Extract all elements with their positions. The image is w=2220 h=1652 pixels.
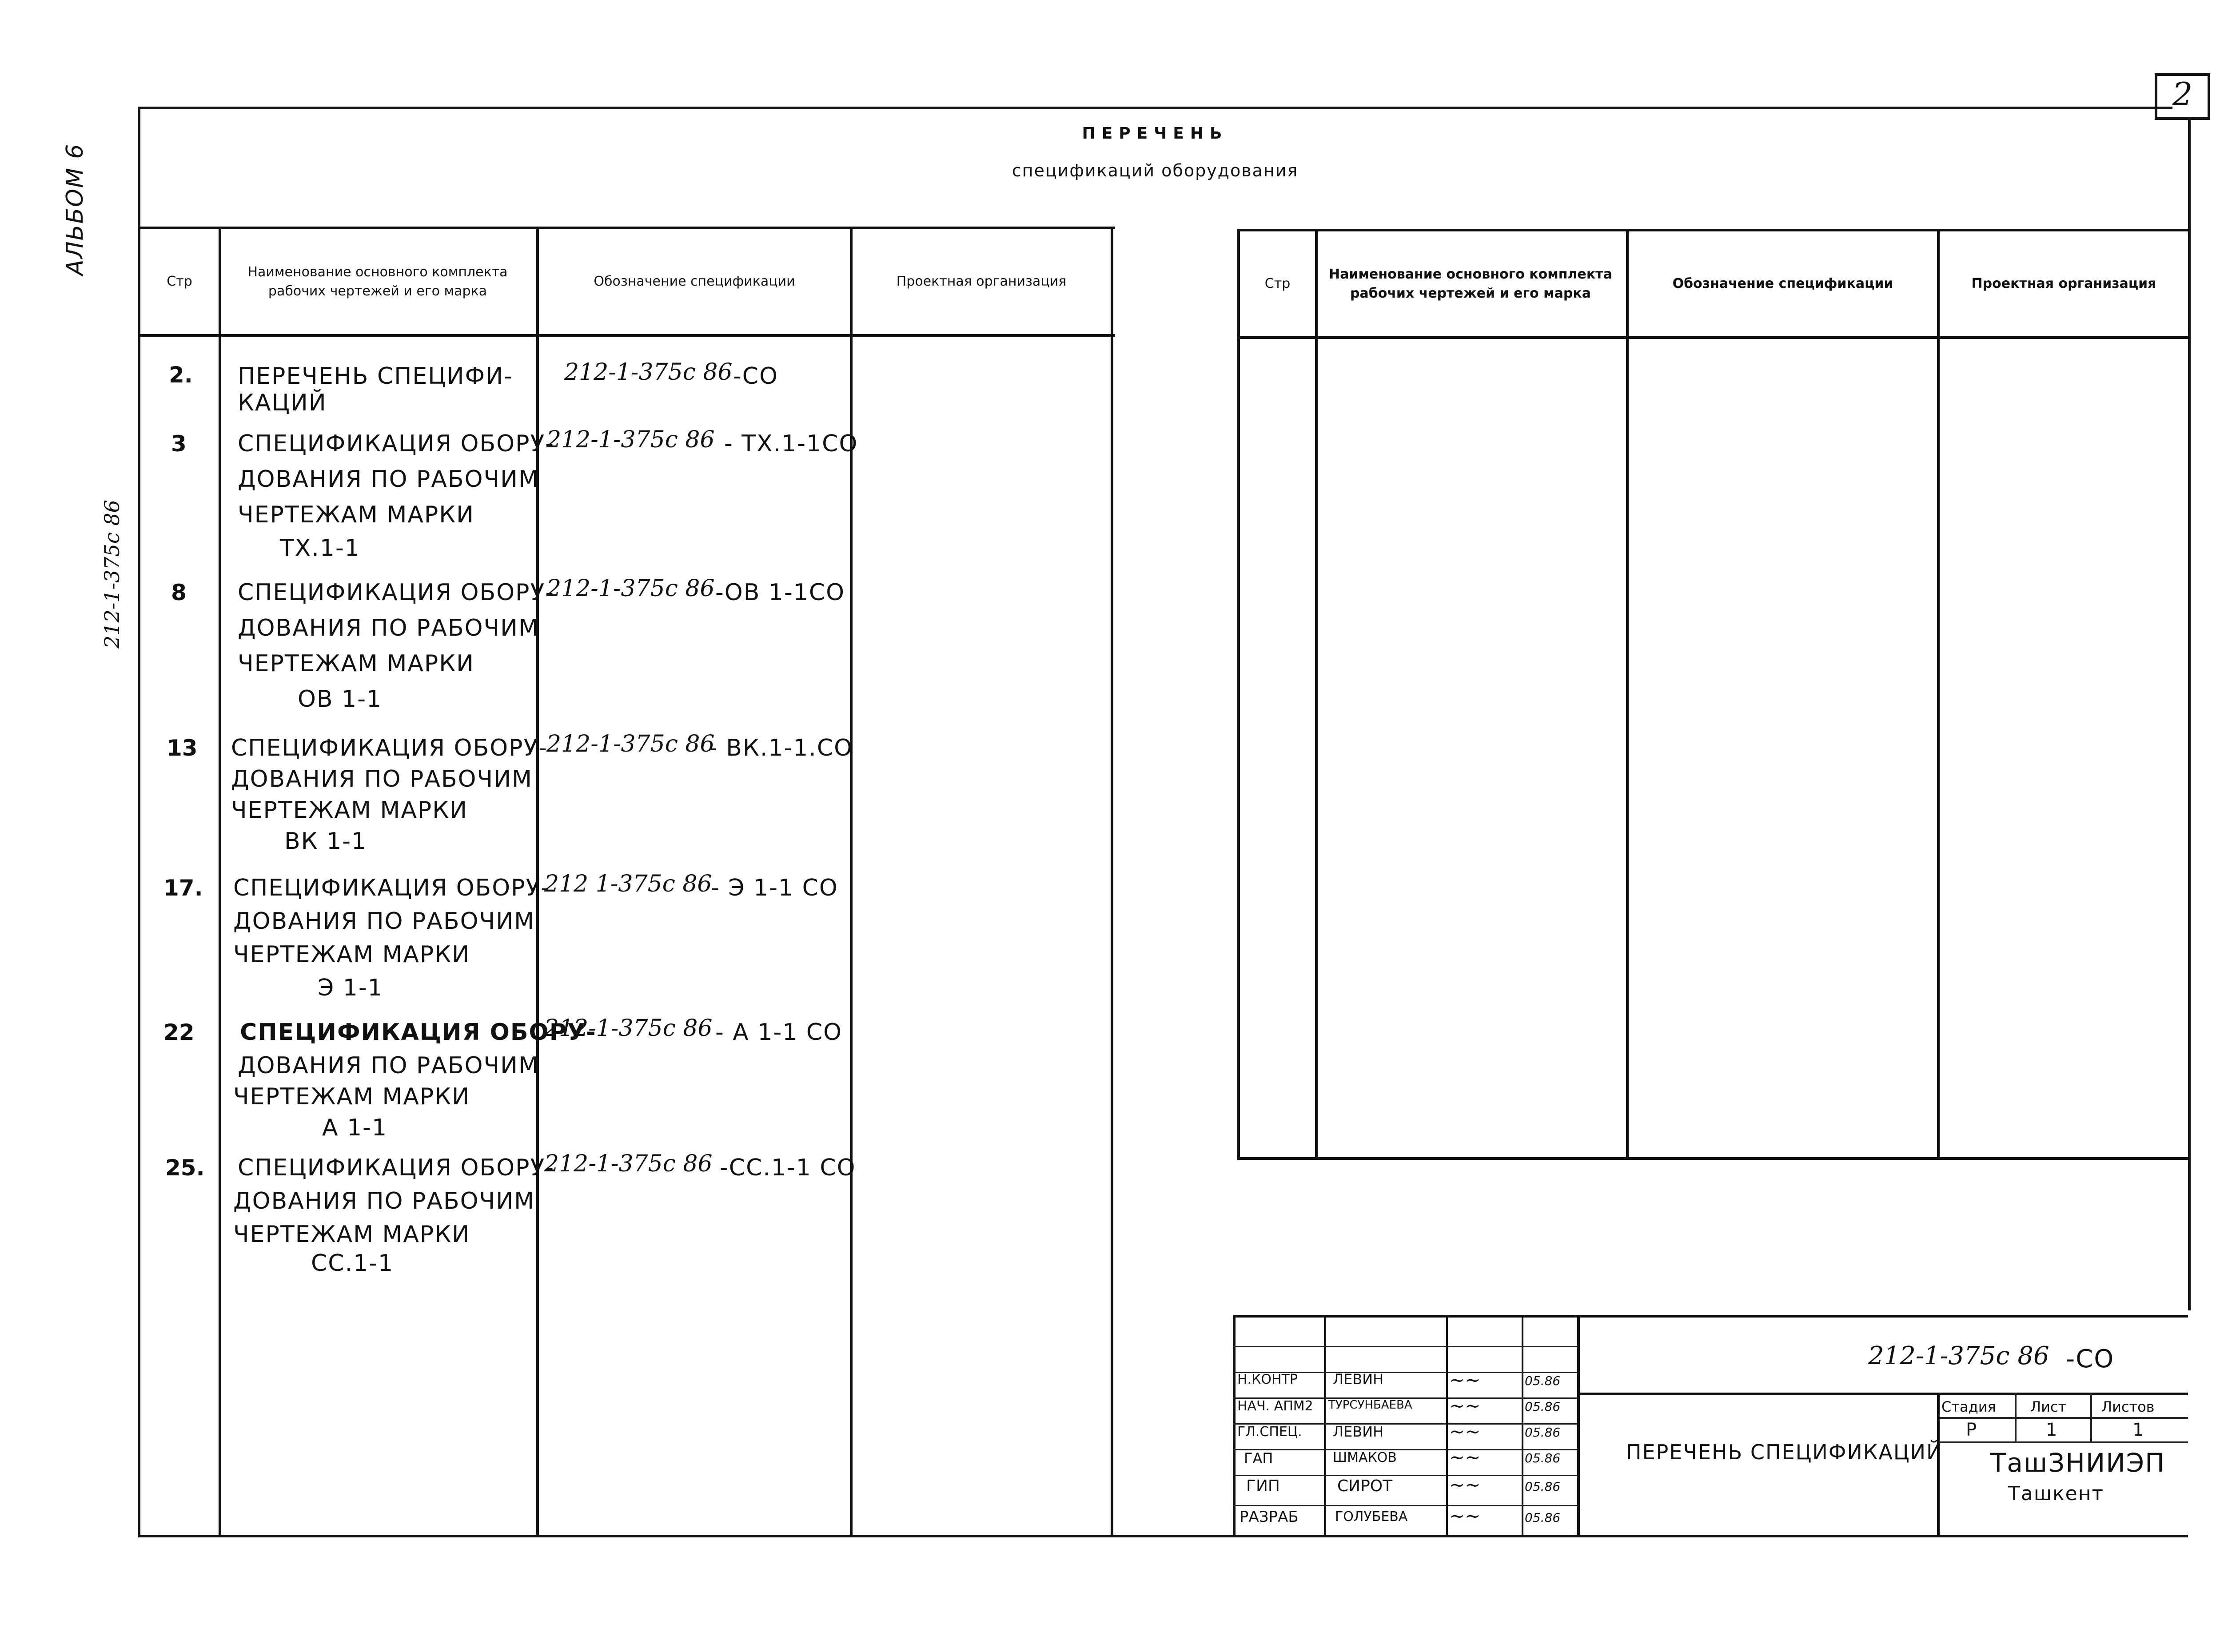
row-name-line: ДОВАНИЯ ПО РАБОЧИМ xyxy=(231,766,533,792)
tb-role: РАЗРАБ xyxy=(1240,1508,1299,1526)
tb-role: НАЧ. АПМ2 xyxy=(1237,1398,1313,1414)
row-code: 212-1-375с 86 xyxy=(546,426,715,453)
left-col-divider-4 xyxy=(1111,227,1113,1535)
row-code: 212 1-375с 86 xyxy=(544,871,712,897)
border-right xyxy=(2188,120,2191,1310)
row-name-line: СПЕЦИФИКАЦИЯ ОБОРУ- xyxy=(238,579,554,606)
tb-col-3 xyxy=(1522,1315,1523,1535)
tb-city: Ташкент xyxy=(2008,1482,2104,1505)
tb-row-line xyxy=(1233,1505,1577,1506)
row-name-line: СПЕЦИФИКАЦИЯ ОБОРУ- xyxy=(238,1154,554,1181)
signature-icon: ~~ xyxy=(1449,1474,1481,1496)
border-bottom xyxy=(138,1535,2188,1537)
row-page: 3 xyxy=(171,431,187,457)
row-name-line: ЧЕРТЕЖАМ МАРКИ xyxy=(233,1221,470,1248)
left-header-org: Проектная организация xyxy=(896,274,1067,290)
tb-name: СИРОТ xyxy=(1337,1477,1393,1495)
tb-col-6 xyxy=(2015,1393,2017,1441)
row-suffix: - ВК.1-1.СО xyxy=(709,735,853,761)
tb-name: ЛЕВИН xyxy=(1333,1371,1384,1388)
signature-icon: ~~ xyxy=(1449,1369,1481,1391)
signature-icon: ~~ xyxy=(1449,1446,1481,1468)
left-col-divider-3 xyxy=(850,227,853,1535)
row-suffix: -ОВ 1-1СО xyxy=(715,579,845,606)
row-name-line: ЧЕРТЕЖАМ МАРКИ xyxy=(231,797,468,824)
row-code: 212-1-375с 86 xyxy=(564,359,733,386)
row-name-line: ДОВАНИЯ ПО РАБОЧИМ xyxy=(238,615,539,641)
tb-date: 05.86 xyxy=(1525,1510,1561,1525)
row-name-line: ТХ.1-1 xyxy=(280,535,360,561)
row-name-line: ВК 1-1 xyxy=(284,828,367,855)
tb-col-7 xyxy=(2090,1393,2092,1441)
row-code: 212-1-375с 86 xyxy=(546,575,715,602)
row-suffix: - Э 1-1 СО xyxy=(711,875,838,901)
tb-col-1 xyxy=(1324,1315,1326,1535)
left-header-designation: Обозначение спецификации xyxy=(594,274,795,290)
left-table-header-bottom xyxy=(138,334,1115,337)
tb-name: ГОЛУБЕВА xyxy=(1335,1509,1408,1525)
row-name-line: КАЦИЙ xyxy=(238,390,327,416)
row-suffix: - А 1-1 СО xyxy=(715,1019,843,1046)
tb-mid xyxy=(1579,1393,2188,1395)
side-code: 212-1-375с 86 xyxy=(100,500,124,649)
row-suffix: - ТХ.1-1СО xyxy=(724,430,858,457)
tb-sheet-label: Лист xyxy=(2030,1398,2067,1415)
right-header-page: Стр xyxy=(1264,276,1291,292)
right-col-divider-3 xyxy=(1937,229,1940,1159)
row-page: 22 xyxy=(163,1019,195,1045)
row-suffix: -СС.1-1 СО xyxy=(720,1154,856,1181)
tb-stage: Р xyxy=(1966,1420,1977,1440)
row-page: 25. xyxy=(165,1155,205,1181)
row-suffix: -СО xyxy=(733,363,779,390)
row-code: 212-1-375с 86 xyxy=(544,1150,713,1177)
left-col-divider-1 xyxy=(219,227,221,1535)
tb-doc-title: ПЕРЕЧЕНЬ СПЕЦИФИКАЦИЙ xyxy=(1626,1440,1943,1464)
row-name-line: ДОВАНИЯ ПО РАБОЧИМ xyxy=(233,908,535,935)
tb-date: 05.86 xyxy=(1525,1451,1561,1465)
right-table-bottom xyxy=(1237,1157,2188,1160)
tb-doc-suffix: -СО xyxy=(2066,1345,2115,1373)
tb-col-2 xyxy=(1446,1315,1448,1535)
signature-icon: ~~ xyxy=(1449,1395,1481,1417)
side-album: АЛЬБОМ 6 xyxy=(62,143,88,275)
right-header-designation: Обозначение спецификации xyxy=(1672,276,1893,292)
page-subtitle: спецификаций оборудования xyxy=(1012,161,1299,180)
row-name-line: СПЕЦИФИКАЦИЯ ОБОРУ- xyxy=(231,735,548,761)
tb-right-sep1 xyxy=(1937,1417,2188,1419)
tb-role: ГИП xyxy=(1246,1477,1280,1495)
tb-row-line xyxy=(1233,1346,1577,1347)
tb-top xyxy=(1233,1315,2188,1318)
sheet-number: 2 xyxy=(2172,76,2193,113)
row-name-line: ЧЕРТЕЖАМ МАРКИ xyxy=(233,941,470,968)
tb-right-sep2 xyxy=(1937,1441,2188,1443)
row-name-line: ДОВАНИЯ ПО РАБОЧИМ xyxy=(238,466,539,493)
row-page: 8 xyxy=(171,580,187,605)
row-name-line: ДОВАНИЯ ПО РАБОЧИМ xyxy=(238,1052,539,1079)
right-col-divider-0 xyxy=(1237,229,1240,1159)
tb-date: 05.86 xyxy=(1525,1399,1561,1414)
right-col-divider-1 xyxy=(1315,229,1318,1159)
row-code: 212-1-375с 86 xyxy=(546,731,715,757)
tb-doc-code: 212-1-375с 86 xyxy=(1868,1342,2049,1370)
row-name-line: Э 1-1 xyxy=(318,975,383,1001)
row-page: 13 xyxy=(167,735,198,761)
tb-role: ГЛ.СПЕЦ. xyxy=(1237,1424,1302,1440)
right-header-name: Наименование основного комплекта рабочих чертежей и его марка xyxy=(1329,266,1612,301)
row-name-line: СПЕЦИФИКАЦИЯ ОБОРУ- xyxy=(233,875,550,901)
tb-org: ТашЗНИИЭП xyxy=(1990,1448,2165,1478)
left-header-page: Стр xyxy=(167,274,192,290)
tb-date: 05.86 xyxy=(1525,1373,1561,1388)
signature-icon: ~~ xyxy=(1449,1505,1481,1527)
tb-name: ЛЕВИН xyxy=(1333,1423,1384,1440)
row-name-line: СПЕЦИФИКАЦИЯ ОБОРУ- xyxy=(238,430,554,457)
tb-sheets-label: Листов xyxy=(2101,1398,2155,1415)
row-name-line: ЧЕРТЕЖАМ МАРКИ xyxy=(238,650,475,677)
tb-row-line xyxy=(1233,1449,1577,1450)
tb-date: 05.86 xyxy=(1525,1479,1561,1494)
tb-name: ТУРСУНБАЕВА xyxy=(1328,1398,1412,1412)
tb-left-edge xyxy=(1233,1315,1236,1535)
tb-name: ШМАКОВ xyxy=(1333,1450,1397,1465)
tb-role: ГАП xyxy=(1244,1450,1273,1467)
right-header-org: Проектная организация xyxy=(1971,276,2156,292)
row-name-line: СС.1-1 xyxy=(311,1250,394,1277)
row-name-line: ЧЕРТЕЖАМ МАРКИ xyxy=(233,1083,470,1110)
page-title: ПЕРЕЧЕНЬ xyxy=(1082,124,1228,143)
tb-role: Н.КОНТР xyxy=(1237,1372,1298,1387)
tb-sheet: 1 xyxy=(2046,1420,2057,1440)
left-header-name: Наименование основного комплекта рабочих чертежей и его марка xyxy=(247,264,508,299)
tb-col-4 xyxy=(1577,1315,1580,1535)
border-top xyxy=(138,107,2172,109)
tb-row-line xyxy=(1233,1475,1577,1476)
row-name-line: СПЕЦИФИКАЦИЯ ОБОРУ- xyxy=(240,1019,597,1046)
row-name-line: ЧЕРТЕЖАМ МАРКИ xyxy=(238,502,475,528)
row-page: 2. xyxy=(169,362,193,388)
right-col-divider-2 xyxy=(1626,229,1629,1159)
signature-icon: ~~ xyxy=(1449,1421,1481,1442)
row-name-line: А 1-1 xyxy=(322,1115,388,1141)
right-table-header-bottom xyxy=(1237,336,2188,339)
row-name-line: ПЕРЕЧЕНЬ СПЕЦИФИ- xyxy=(238,363,513,390)
row-page: 17. xyxy=(163,875,203,901)
tb-sheets: 1 xyxy=(2132,1420,2144,1440)
tb-stage-label: Стадия xyxy=(1941,1398,1996,1415)
row-name-line: ДОВАНИЯ ПО РАБОЧИМ xyxy=(233,1188,535,1214)
row-code: 212-1-375с 86 xyxy=(544,1015,713,1042)
tb-date: 05.86 xyxy=(1525,1425,1561,1440)
row-name-line: ОВ 1-1 xyxy=(298,686,383,713)
